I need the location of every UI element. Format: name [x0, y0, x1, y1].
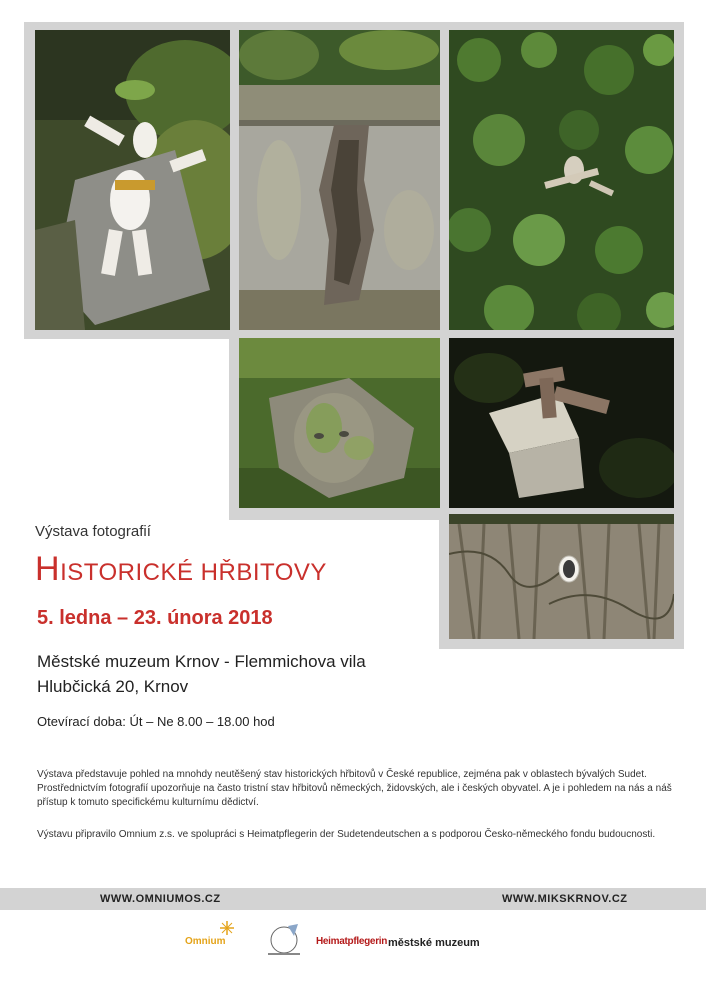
photo-stone-face	[239, 338, 440, 508]
venue-name: Městské muzeum Krnov - Flemmichova vila	[37, 652, 366, 671]
url-mikskrnov[interactable]: WWW.MIKSKRNOV.CZ	[502, 893, 628, 905]
photo-ivy-statue	[449, 30, 674, 330]
photo-cross-on-grave	[449, 338, 674, 508]
photo-broken-doll	[35, 30, 230, 330]
title-initial: H	[35, 550, 61, 588]
omnium-logo	[185, 920, 245, 964]
muzeum-logo-text: městské muzeum	[388, 937, 480, 949]
exhibition-subtitle: Výstava fotografií	[35, 523, 151, 540]
venue	[37, 649, 366, 699]
omnium-logo-text: Omnium	[185, 936, 226, 947]
description-paragraph-2: Výstavu připravilo Omnium z.s. ve spolupráci s Heimatpflegerin der Sudetendeutschen a s podporou Česko-německého fondu budoucnosti.	[37, 829, 656, 840]
title-rest: ISTORICKÉ HŘBITOVY	[60, 559, 327, 586]
heimatpflegerin-logo	[316, 920, 388, 964]
fund-seal-icon	[262, 920, 306, 960]
opening-hours: Otevírací doba: Út – Ne 8.00 – 18.00 hod	[37, 714, 275, 729]
url-omnium[interactable]: WWW.OMNIUMOS.CZ	[100, 893, 221, 905]
exhibition-title	[35, 550, 327, 589]
muzeum-logo	[388, 920, 508, 964]
venue-address: Hlubčická 20, Krnov	[37, 677, 189, 696]
heimatpflegerin-logo-text: Heimatpflegerin	[316, 936, 388, 947]
exhibition-dates: 5. ledna – 23. února 2018	[37, 607, 273, 629]
omnium-star-icon	[185, 920, 245, 936]
photo-bark-portrait	[449, 514, 674, 639]
photo-cracked-wall	[239, 30, 440, 330]
seal-logo	[262, 920, 306, 964]
description-paragraph-1: Výstava představuje pohled na mnohdy neutěšený stav historických hřbitovů v České republice, zejména pak v oblastech bývalých Sudet. Prostřednictvím fotografií upozorňuje na často tristní stav hřbitovů německých, židovských, ale i českých obyvatel. A je i pohledem na nás a náš přístup k tomuto specifickému kulturnímu dědictví.	[37, 769, 672, 808]
